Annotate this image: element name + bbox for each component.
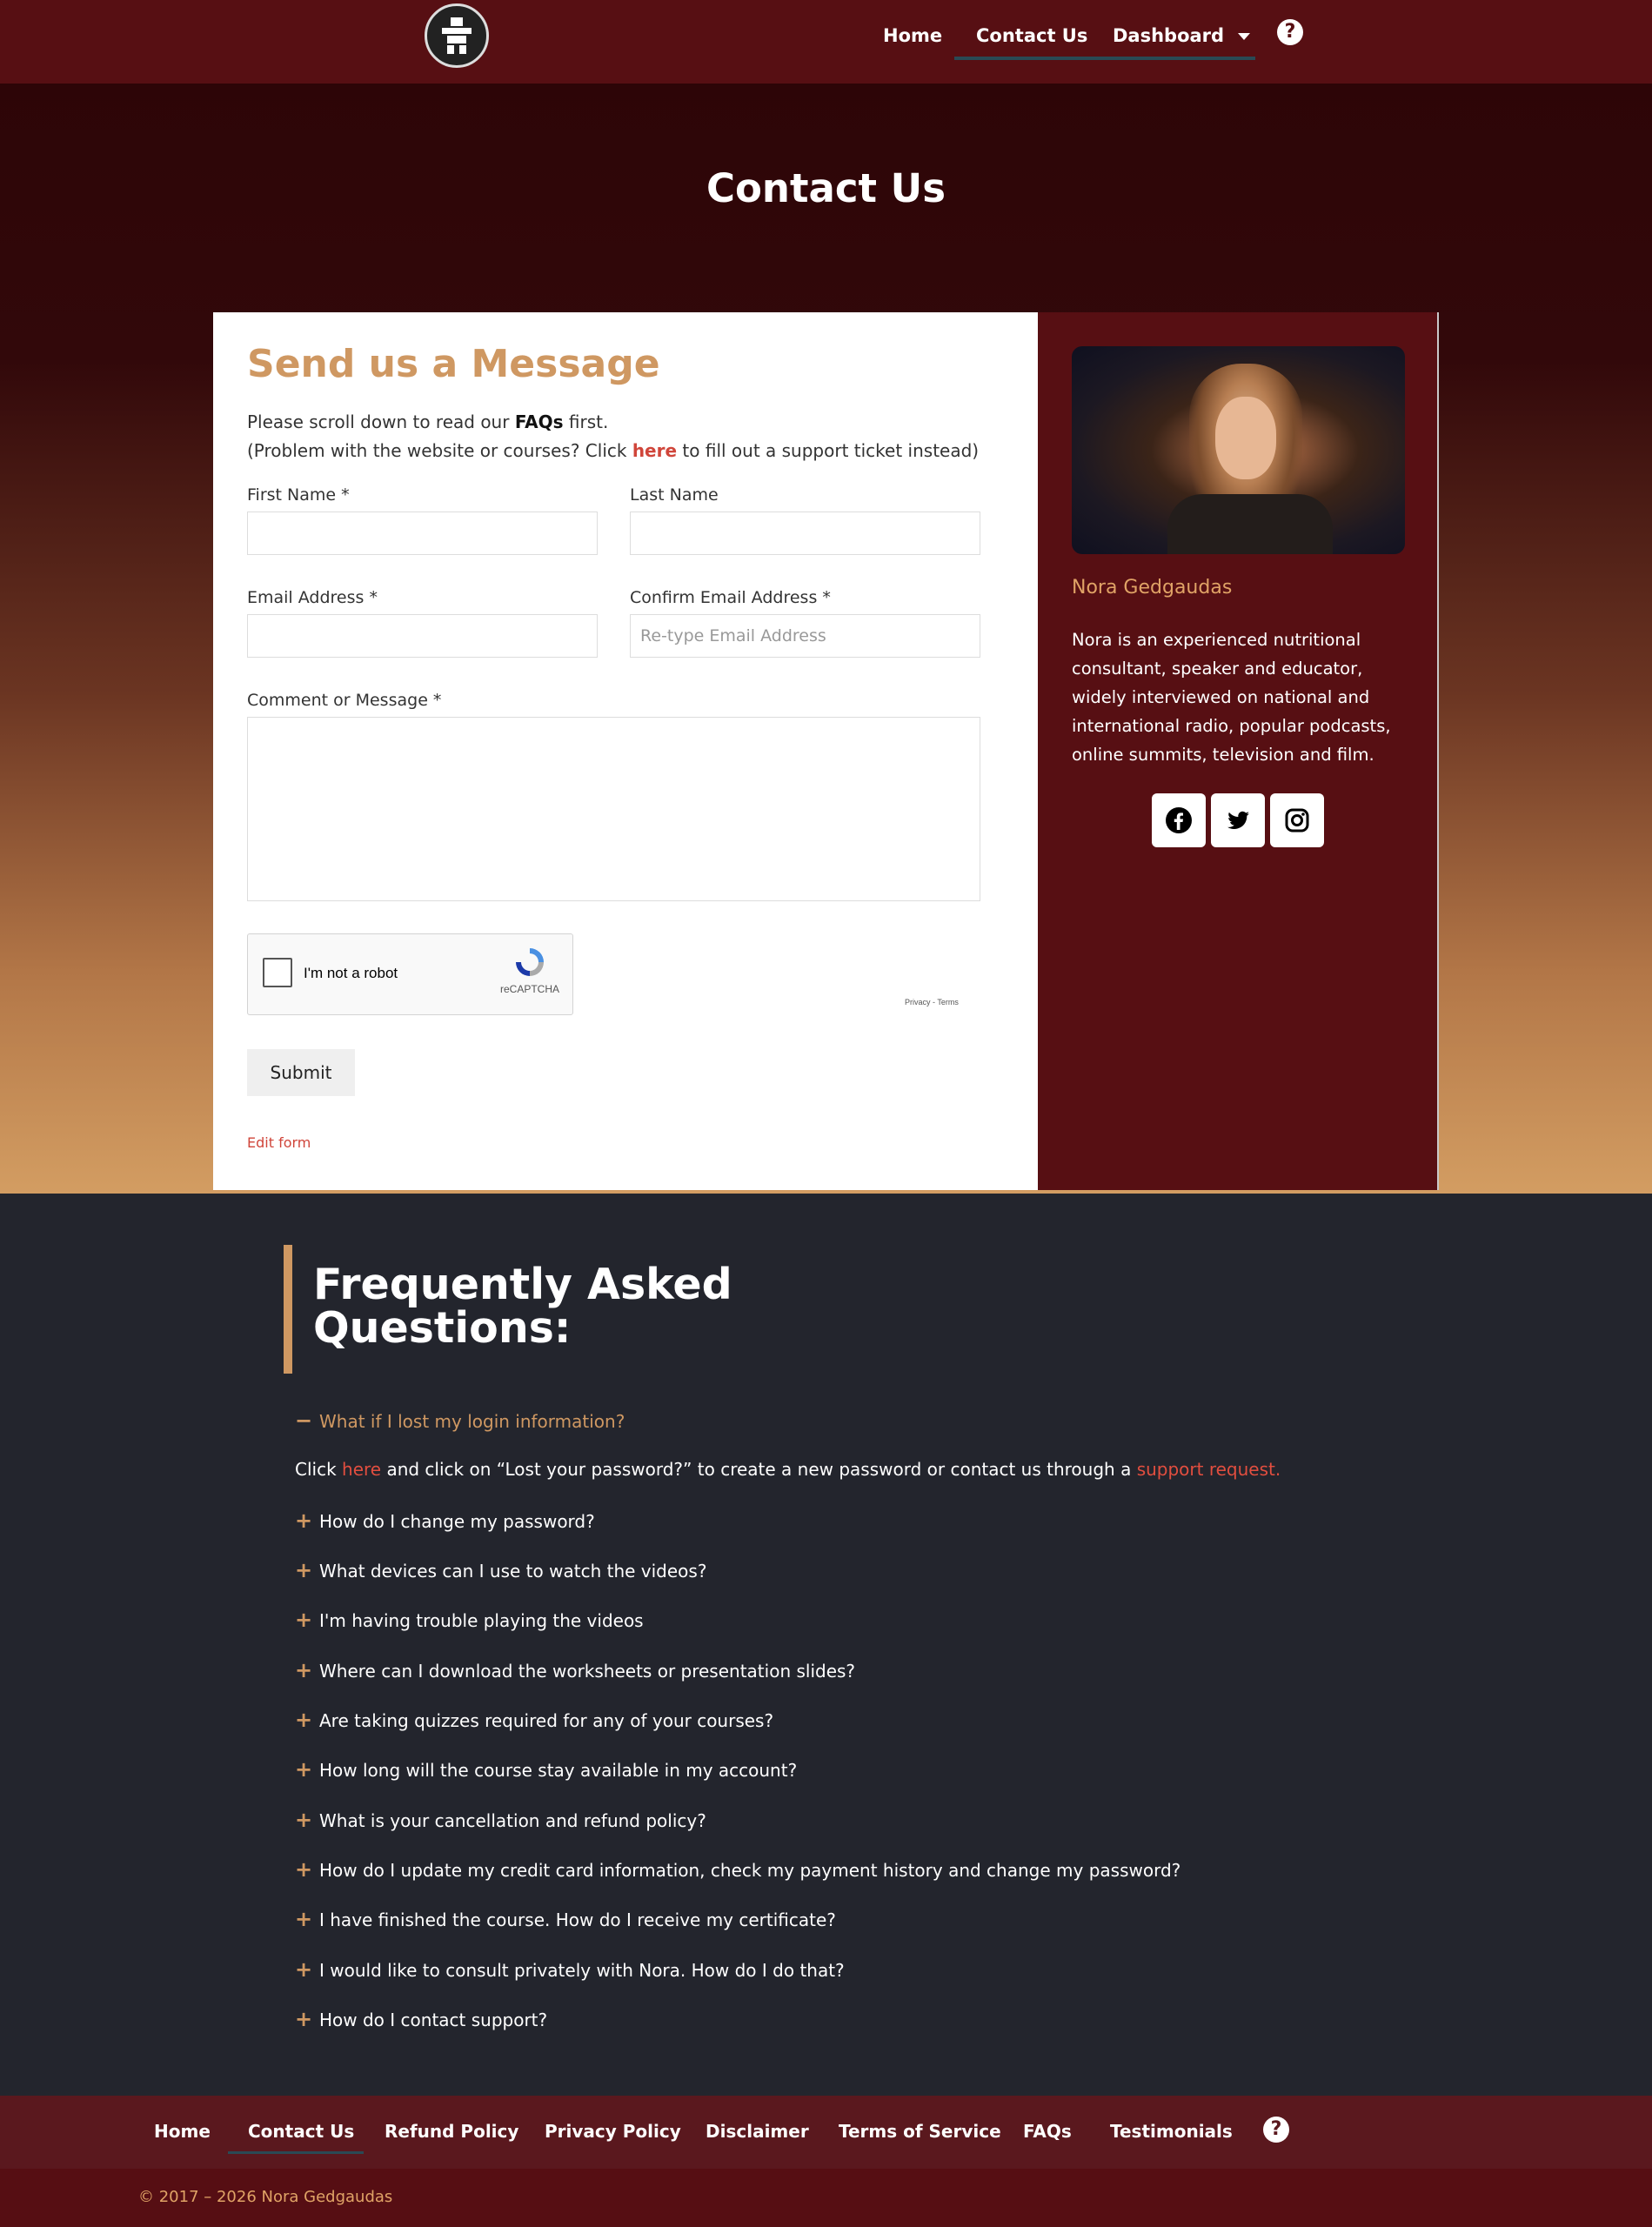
nav-dashboard[interactable]	[1113, 25, 1250, 46]
submit-button[interactable]: Submit	[247, 1049, 355, 1096]
nav-home[interactable]: Home	[883, 25, 943, 46]
footer-link-contact-us[interactable]: Contact Us	[248, 2121, 355, 2142]
plus-icon: +	[295, 1857, 313, 1882]
contact-hero	[0, 84, 1652, 1194]
facebook-button[interactable]	[1152, 793, 1206, 847]
facebook-icon	[1165, 806, 1193, 834]
footer-link-refund-policy[interactable]: Refund Policy	[385, 2121, 519, 2142]
site-footer	[0, 2096, 1652, 2169]
email-label: Email Address *	[247, 588, 378, 607]
support-ticket-link[interactable]: here	[632, 440, 678, 461]
plus-icon: +	[295, 1608, 313, 1632]
footer-link-testimonials[interactable]: Testimonials	[1110, 2121, 1233, 2142]
answer-text: and click on “Lost your password?” to create a new password or contact us through a	[381, 1459, 1137, 1480]
recaptcha-brand: reCAPTCHA	[500, 983, 560, 995]
recaptcha-widget	[247, 933, 573, 1015]
footer-help-icon[interactable]: ?	[1263, 2117, 1289, 2143]
faq-title-line: Questions:	[313, 1303, 572, 1353]
plus-icon: +	[295, 1508, 313, 1533]
plus-icon: +	[295, 2007, 313, 2031]
nav-contact-us[interactable]: Contact Us	[976, 25, 1088, 46]
faq-question: Are taking quizzes required for any of your courses?	[319, 1710, 774, 1731]
faq-question: How do I update my credit card information, check my payment history and change my password?	[319, 1860, 1181, 1881]
faq-item[interactable]	[295, 1608, 644, 1632]
form-intro	[247, 408, 979, 465]
faq-answer	[295, 1459, 1281, 1480]
faq-item[interactable]	[295, 1508, 595, 1533]
instagram-icon	[1283, 806, 1311, 834]
recaptcha-privacy-terms[interactable]: Privacy - Terms	[905, 998, 959, 1006]
intro-text: first.	[563, 411, 609, 432]
last-name-field[interactable]	[630, 512, 980, 555]
faq-item[interactable]	[295, 1757, 797, 1782]
faq-item[interactable]	[295, 1658, 855, 1682]
footer-link-terms-of-service[interactable]: Terms of Service	[839, 2121, 1001, 2142]
author-name: Nora Gedgaudas	[1072, 577, 1233, 599]
author-bio: Nora is an experienced nutritional consultant, speaker and educator, widely interviewed on national and international radio, popular podcasts, online summits, television and film.	[1072, 630, 1391, 765]
faq-accent-bar	[284, 1245, 292, 1374]
plus-icon: +	[295, 1757, 313, 1782]
faq-question: I have finished the course. How do I receive my certificate?	[319, 1909, 836, 1930]
footer-link-disclaimer[interactable]: Disclaimer	[706, 2121, 809, 2142]
minus-icon: −	[295, 1408, 313, 1433]
plus-icon: +	[295, 1907, 313, 1931]
intro-text: Please scroll down to read our	[247, 411, 515, 432]
faq-question: How long will the course stay available in my account?	[319, 1760, 798, 1781]
chevron-down-icon	[1238, 33, 1250, 40]
footer-link-privacy-policy[interactable]: Privacy Policy	[545, 2121, 681, 2142]
message-label: Comment or Message *	[247, 691, 442, 710]
inukshuk-icon	[435, 14, 478, 57]
nav-active-underline	[954, 57, 1255, 60]
author-photo	[1072, 346, 1405, 554]
faq-item[interactable]	[295, 1907, 836, 1931]
copyright-text: © 2017 – 2026 Nora Gedgaudas	[138, 2188, 393, 2206]
message-textarea[interactable]	[247, 717, 980, 901]
recaptcha-logo-icon	[512, 945, 547, 980]
faq-item[interactable]	[295, 1957, 845, 1982]
recaptcha-label: I'm not a robot	[304, 965, 398, 981]
intro-text: (Problem with the website or courses? Click	[247, 440, 632, 461]
faq-question: I would like to consult privately with Nora. How do I do that?	[319, 1960, 845, 1981]
first-name-field[interactable]	[247, 512, 598, 555]
last-name-label: Last Name	[630, 485, 719, 505]
support-request-link[interactable]: support request.	[1136, 1459, 1281, 1480]
faq-question: Where can I download the worksheets or presentation slides?	[319, 1661, 856, 1682]
help-icon[interactable]: ?	[1277, 19, 1303, 45]
confirm-email-field[interactable]: Re-type Email Address	[630, 614, 980, 658]
faq-item[interactable]	[295, 1708, 773, 1732]
author-sidebar	[1038, 312, 1439, 1190]
faq-question: I'm having trouble playing the videos	[319, 1610, 644, 1631]
copyright-bar	[0, 2169, 1652, 2227]
faq-question: How do I contact support?	[319, 2010, 548, 2030]
twitter-icon	[1224, 806, 1252, 834]
faq-question: What if I lost my login information?	[319, 1411, 625, 1432]
page-title: Contact Us	[706, 165, 946, 211]
faq-item[interactable]	[295, 1808, 706, 1832]
instagram-button[interactable]	[1270, 793, 1324, 847]
plus-icon: +	[295, 1808, 313, 1832]
intro-text: to fill out a support ticket instead)	[677, 440, 980, 461]
faq-item[interactable]	[295, 1857, 1180, 1882]
recaptcha-checkbox[interactable]	[263, 958, 292, 987]
nav-dashboard-label: Dashboard	[1113, 25, 1225, 46]
footer-active-underline	[228, 2151, 364, 2154]
faq-question: What devices can I use to watch the videos?	[319, 1561, 707, 1582]
form-heading: Send us a Message	[247, 342, 660, 386]
first-name-label: First Name *	[247, 485, 350, 505]
plus-icon: +	[295, 1708, 313, 1732]
answer-text: Click	[295, 1459, 343, 1480]
email-field[interactable]	[247, 614, 598, 658]
lost-password-link[interactable]: here	[342, 1459, 382, 1480]
edit-form-link[interactable]: Edit form	[247, 1134, 311, 1151]
faq-item-open[interactable]	[295, 1408, 625, 1433]
faq-question: What is your cancellation and refund policy?	[319, 1810, 706, 1831]
plus-icon: +	[295, 1957, 313, 1982]
faqs-emphasis: FAQs	[514, 411, 564, 432]
plus-icon: +	[295, 1558, 313, 1582]
confirm-email-label: Confirm Email Address *	[630, 588, 831, 607]
faq-title	[313, 1260, 732, 1353]
photo-body	[1167, 494, 1333, 554]
faq-question: How do I change my password?	[319, 1511, 595, 1532]
faq-item[interactable]	[295, 2007, 547, 2031]
site-logo[interactable]	[425, 3, 489, 68]
footer-link-faqs[interactable]: FAQs	[1023, 2121, 1072, 2142]
plus-icon: +	[295, 1658, 313, 1682]
twitter-button[interactable]	[1211, 793, 1265, 847]
contact-form-card	[213, 312, 1038, 1190]
photo-face	[1215, 397, 1276, 479]
site-header	[0, 0, 1652, 84]
faq-title-line: Frequently Asked	[313, 1260, 732, 1309]
faq-item[interactable]	[295, 1558, 706, 1582]
footer-link-home[interactable]: Home	[154, 2121, 211, 2142]
